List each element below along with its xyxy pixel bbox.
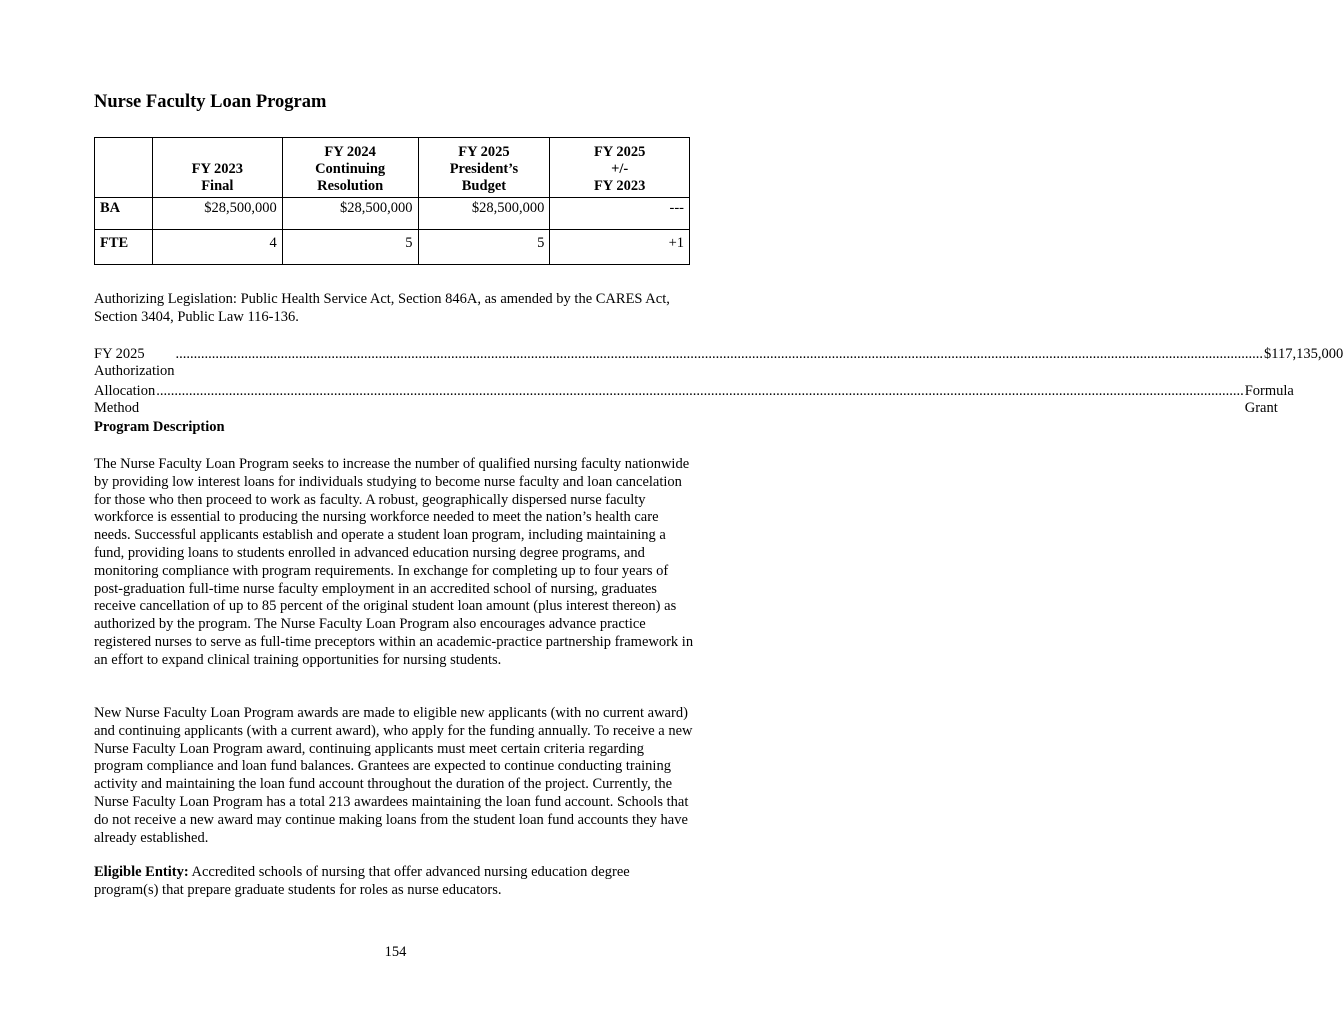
cell-value: $28,500,000	[418, 198, 550, 230]
cell-value: ---	[550, 198, 690, 230]
authorization-label: FY 2025 Authorization	[94, 346, 175, 379]
page-number: 154	[384, 944, 407, 960]
table-header-fy2024: FY 2024 Continuing Resolution	[282, 138, 418, 198]
allocation-value: Formula Grant	[1244, 383, 1294, 416]
table-header-fy2025: FY 2025 President’s Budget	[418, 138, 550, 198]
leader-dots: ............................................................................................................................................................................................................................................................................................................	[175, 346, 1264, 362]
row-label: FTE	[95, 230, 153, 265]
budget-table	[94, 137, 690, 265]
eligible-entity-label: Eligible Entity:	[94, 864, 189, 880]
cell-value: 4	[152, 230, 282, 265]
cell-value: $28,500,000	[152, 198, 282, 230]
allocation-label: Allocation Method	[94, 383, 156, 416]
table-header-fy2023: FY 2023 Final	[152, 138, 282, 198]
cell-value: 5	[282, 230, 418, 265]
eligible-entity	[94, 864, 694, 900]
cell-value: +1	[550, 230, 690, 265]
table-header-blank	[95, 138, 153, 198]
program-description-heading: Program Description	[94, 419, 225, 435]
authorization-line	[94, 346, 1343, 380]
eligible-entity-text: Accredited schools of nursing that offer advanced nursing education degree program(s) that prepare graduate students for roles as nurse educators.	[94, 864, 630, 898]
authorizing-legislation: Authorizing Legislation: Public Health Service Act, Section 846A, as amended by the CARES Act, Section 3404, Public Law 116-136.	[94, 291, 670, 325]
authorization-value: $117,135,000	[1264, 346, 1343, 362]
cell-value: $28,500,000	[282, 198, 418, 230]
cell-value: 5	[418, 230, 550, 265]
table-row-ba	[95, 198, 690, 230]
table-header-change: FY 2025 +/- FY 2023	[550, 138, 690, 198]
row-label: BA	[95, 198, 153, 230]
table-row-fte	[95, 230, 690, 265]
paragraph-awards: New Nurse Faculty Loan Program awards are made to eligible new applicants (with no current award) and continuing applicants (with a current award), who apply for the funding annually. To receive a new Nurse Faculty Loan Program award, continuing applicants must meet certain criteria regarding program compliance and loan fund balances. Grantees are expected to continue conducting training activity and maintaining the loan fund account throughout the duration of the project. Currently, the Nurse Faculty Loan Program has a total 213 awardees maintaining the loan fund account. Schools that do not receive a new award may continue making loans from the student loan fund accounts they have already established.	[94, 705, 693, 846]
paragraph-description: The Nurse Faculty Loan Program seeks to increase the number of qualified nursing faculty nationwide by providing low interest loans for individuals studying to become nurse faculty and loan cancelation for those who then proceed to work as faculty. A robust, geographically dispersed nurse faculty workforce is essential to producing the nursing workforce needed to meet the nation’s health care needs. Successful applicants establish and operate a student loan program, including maintaining a fund, providing loans to students enrolled in advanced education nursing degree programs, and monitoring compliance with program requirements. In exchange for completing up to four years of post-graduation full-time nurse faculty employment in an accredited school of nursing, graduates receive cancellation of up to 85 percent of the original student loan amount (plus interest thereon) as authorized by the program. The Nurse Faculty Loan Program also encourages advance practice registered nurses to serve as full-time preceptors within an academic-practice partnership framework in an effort to expand clinical training opportunities for nursing students.	[94, 456, 694, 668]
leader-dots: ............................................................................................................................................................................................................................................................................................................	[156, 383, 1244, 399]
page-title: Nurse Faculty Loan Program	[94, 92, 327, 112]
table-header-row	[95, 138, 690, 198]
allocation-line	[94, 383, 1294, 417]
